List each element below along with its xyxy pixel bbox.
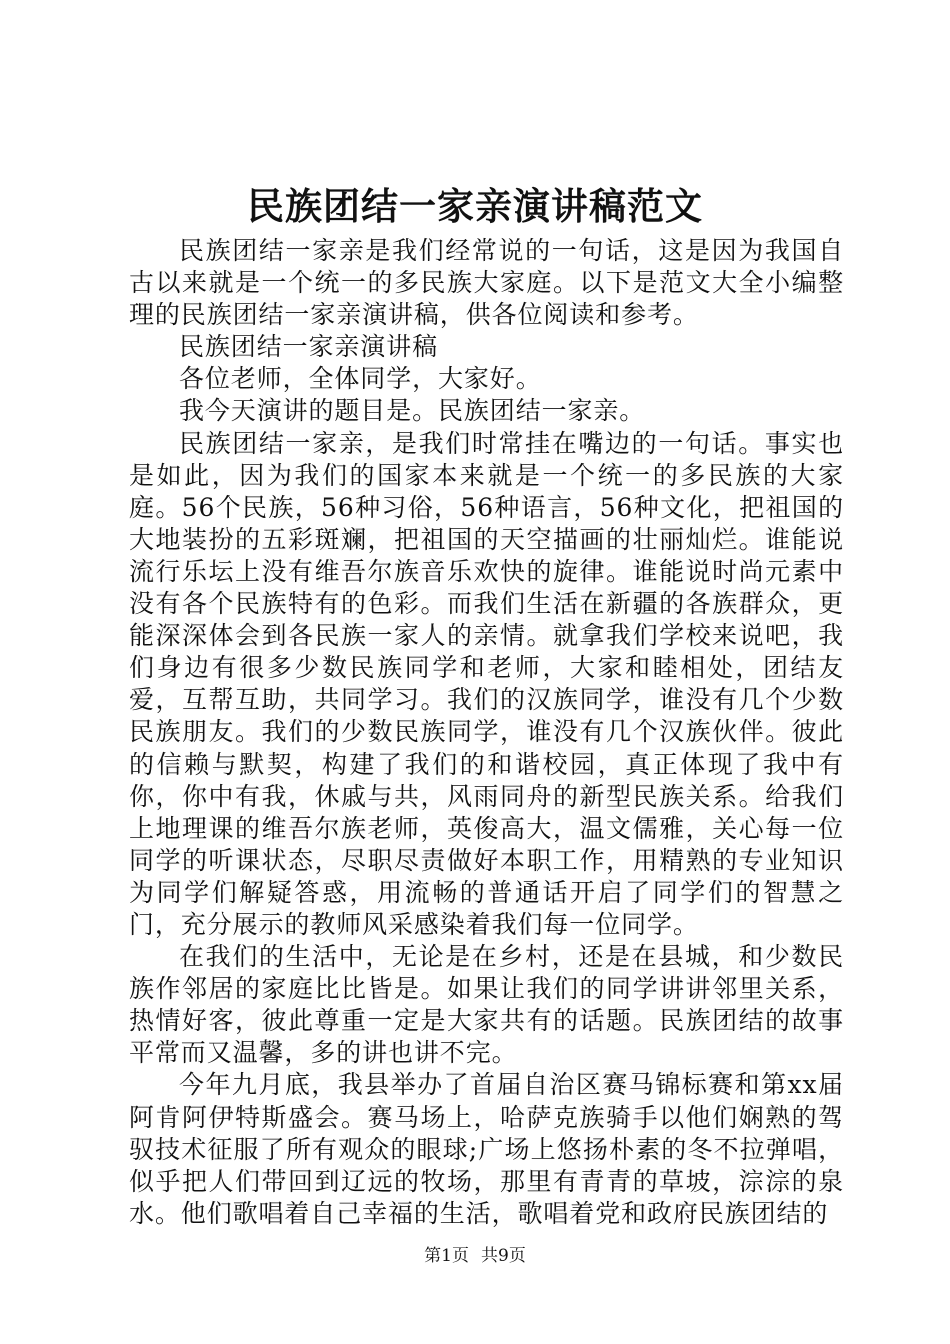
- paragraph-festival: 今年九月底，我县举办了首届自治区赛马锦标赛和第xx届阿肯阿伊特斯盛会。赛马场上，哈萨克族骑手以他们娴熟的驾驭技术征服了所有观众的眼球;广场上悠扬朴素的冬不拉弹唱，似乎把人们带回到辽远的牧场，那里有青青的草坡，淙淙的泉水。他们歌唱着自己幸福的生活，歌唱着党和政府民族团结的: [129, 1070, 844, 1228]
- page-number-total: 共9页: [481, 1246, 526, 1266]
- paragraph-speech-heading: 民族团结一家亲演讲稿: [179, 332, 439, 362]
- paragraph-main: 民族团结一家亲，是我们时常挂在嘴边的一句话。事实也是如此，因为我们的国家本来就是一个统一的多民族的大家庭。56个民族，56种习俗，56种语言，56种文化，把祖国的大地装扮的五彩斑斓，把祖国的天空描画的壮丽灿烂。谁能说流行乐坛上没有维吾尔族音乐欢快的旋律。谁能说时尚元素中没有各个民族特有的色彩。而我们生活在新疆的各族群众，更能深深体会到各民族一家人的亲情。就拿我们学校来说吧，我们身边有很多少数民族同学和老师，大家和睦相处，团结友爱，互帮互助，共同学习。我们的汉族同学，谁没有几个少数民族朋友。我们的少数民族同学，谁没有几个汉族伙伴。彼此的信赖与默契，构建了我们的和谐校园，真正体现了我中有你，你中有我，休戚与共，风雨同舟的新型民族关系。给我们上地理课的维吾尔族老师，英俊高大，温文儒雅，关心每一位同学的听课状态，尽职尽责做好本职工作，用精熟的专业知识为同学们解疑答惑，用流畅的普通话开启了同学们的智慧之门，充分展示的教师风采感染着我们每一位同学。: [129, 428, 844, 939]
- page-footer: [0, 1244, 950, 1268]
- paragraph-intro: 民族团结一家亲是我们经常说的一句话，这是因为我国自古以来就是一个统一的多民族大家庭。以下是范文大全小编整理的民族团结一家亲演讲稿，供各位阅读和参考。: [129, 236, 844, 330]
- document-body: [129, 235, 844, 1230]
- document-title: 民族团结一家亲演讲稿范文: [247, 184, 703, 228]
- page-number-current: 第1页: [424, 1246, 469, 1266]
- paragraph-greeting: 各位老师，全体同学，大家好。: [179, 364, 542, 394]
- paragraph-neighbors: 在我们的生活中，无论是在乡村，还是在县城，和少数民族作邻居的家庭比比皆是。如果让我们的同学讲讲邻里关系，热情好客，彼此尊重一定是大家共有的话题。民族团结的故事平常而又温馨，多的讲也讲不完。: [129, 942, 844, 1068]
- paragraph-topic: 我今天演讲的题目是。民族团结一家亲。: [179, 396, 646, 426]
